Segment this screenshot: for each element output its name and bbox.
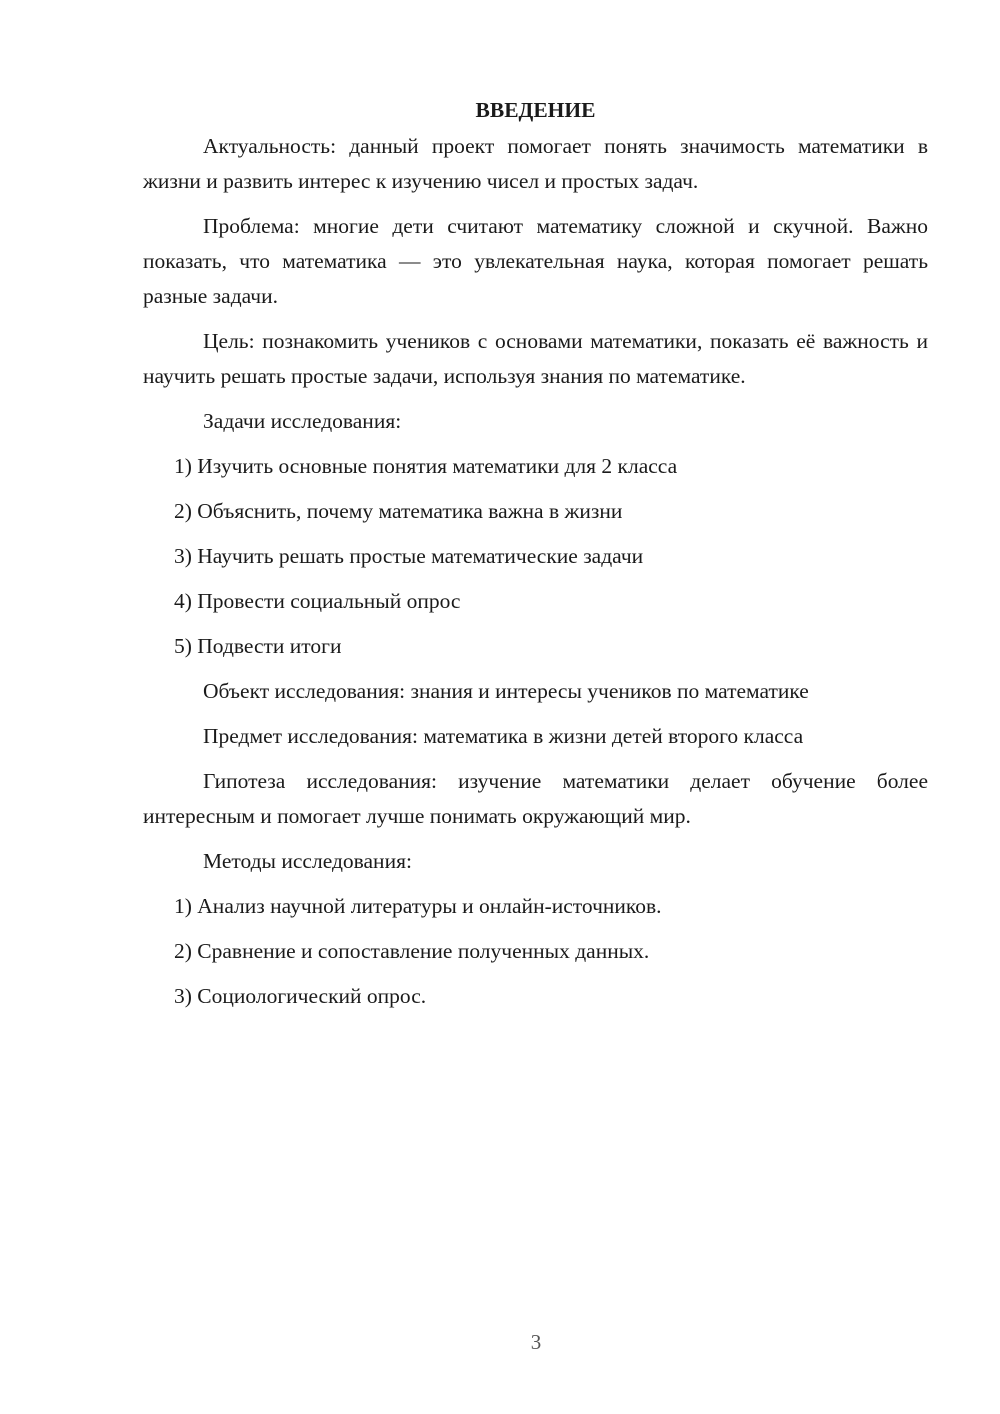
research-object: Объект исследования: знания и интересы учеников по математике [203,679,809,703]
hypothesis-paragraph: Гипотеза исследования: изучение математики делает обучение более интересным и помогает лучше понимать окружающий мир. [143,769,928,828]
page-title: ВВЕДЕНИЕ [475,98,596,122]
method-item: 3) Социологический опрос. [174,984,427,1008]
methods-heading: Методы исследования: [203,849,412,873]
document-body [143,93,928,1024]
task-item: 4) Провести социальный опрос [174,589,461,613]
task-item: 3) Научить решать простые математические задачи [174,544,644,568]
task-item: 2) Объяснить, почему математика важна в жизни [174,499,623,523]
problem-paragraph: Проблема: многие дети считают математику сложной и скучной. Важно показать, что математика — это увлекательная наука, которая помогает решать разные задачи. [143,214,928,308]
research-subject: Предмет исследования: математика в жизни детей второго класса [203,724,804,748]
goal-paragraph: Цель: познакомить учеников с основами математики, показать её важность и научить решать простые задачи, используя знания по математике. [143,329,928,388]
method-item: 2) Сравнение и сопоставление полученных данных. [174,939,650,963]
relevance-paragraph: Актуальность: данный проект помогает понять значимость математики в жизни и развить интерес к изучению чисел и простых задач. [143,134,928,193]
methods-list [143,889,928,1014]
tasks-heading: Задачи исследования: [203,409,402,433]
task-item: 1) Изучить основные понятия математики для 2 класса [174,454,678,478]
page-number: 3 [530,1330,542,1354]
method-item: 1) Анализ научной литературы и онлайн-источников. [174,894,662,918]
task-item: 5) Подвести итоги [174,634,342,658]
tasks-list [143,449,928,664]
